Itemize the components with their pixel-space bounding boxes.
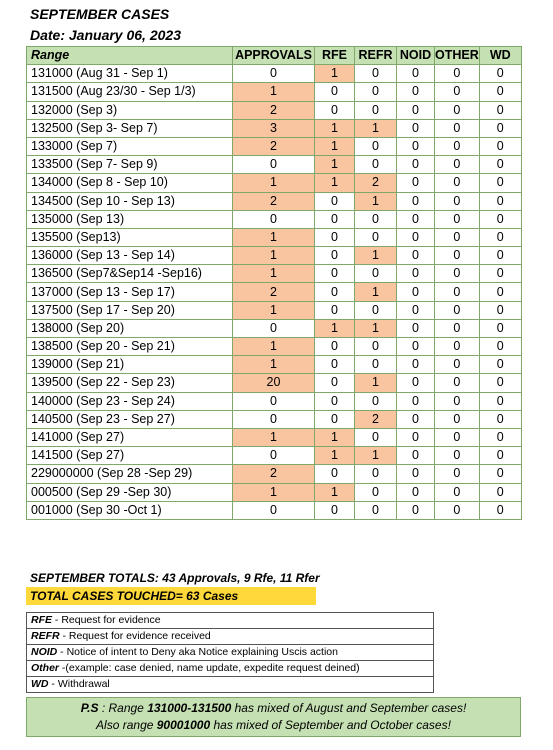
legend-cell — [27, 677, 434, 693]
cell-noid: 0 — [397, 283, 435, 301]
cell-other: 0 — [435, 265, 480, 283]
cell-other: 0 — [435, 283, 480, 301]
cell-refr: 0 — [355, 465, 397, 483]
ps-text: Also range — [96, 718, 157, 732]
cell-rfe: 0 — [315, 374, 355, 392]
ps-text: has mixed of August and September cases! — [231, 701, 467, 715]
cell-range: 132000 (Sep 3) — [27, 101, 233, 119]
ps-note — [26, 697, 521, 737]
cell-other: 0 — [435, 301, 480, 319]
cell-noid: 0 — [397, 447, 435, 465]
ps-text: : Range — [98, 701, 148, 715]
cell-rfe: 0 — [315, 83, 355, 101]
cell-noid: 0 — [397, 392, 435, 410]
table-row — [27, 137, 522, 155]
cell-wd: 0 — [479, 319, 521, 337]
cell-wd: 0 — [479, 338, 521, 356]
cell-refr: 0 — [355, 228, 397, 246]
cell-noid: 0 — [397, 501, 435, 519]
column-header-refr: REFR — [355, 47, 397, 65]
cell-other: 0 — [435, 356, 480, 374]
cell-range: 141500 (Sep 27) — [27, 447, 233, 465]
legend-text: - Request for evidence received — [59, 630, 211, 642]
cell-refr: 0 — [355, 483, 397, 501]
table-row — [27, 65, 522, 83]
cell-rfe: 1 — [315, 119, 355, 137]
cell-wd: 0 — [479, 247, 521, 265]
cell-approvals: 1 — [233, 83, 315, 101]
legend-abbr: WD — [31, 678, 49, 690]
cell-wd: 0 — [479, 301, 521, 319]
cell-rfe: 0 — [315, 283, 355, 301]
cell-range: 133000 (Sep 7) — [27, 137, 233, 155]
legend-abbr: REFR — [31, 630, 60, 642]
legend-abbr: RFE — [31, 614, 52, 626]
cell-range: 132500 (Sep 3- Sep 7) — [27, 119, 233, 137]
cell-range: 138500 (Sep 20 - Sep 21) — [27, 338, 233, 356]
column-header-wd: WD — [479, 47, 521, 65]
table-row — [27, 174, 522, 192]
cell-noid: 0 — [397, 301, 435, 319]
cell-wd: 0 — [479, 101, 521, 119]
cell-noid: 0 — [397, 101, 435, 119]
ps-label: P.S — [80, 701, 99, 715]
cell-wd: 0 — [479, 410, 521, 428]
cell-other: 0 — [435, 192, 480, 210]
cell-approvals: 1 — [233, 301, 315, 319]
legend-row — [27, 613, 434, 629]
cell-refr: 0 — [355, 137, 397, 155]
column-header-approvals: APPROVALS — [233, 47, 315, 65]
cell-approvals: 1 — [233, 338, 315, 356]
table-row — [27, 210, 522, 228]
table-row — [27, 119, 522, 137]
legend-text: - Withdrawal — [48, 678, 110, 690]
cell-refr: 0 — [355, 338, 397, 356]
cell-range: 140500 (Sep 23 - Sep 27) — [27, 410, 233, 428]
cell-refr: 0 — [355, 301, 397, 319]
cell-wd: 0 — [479, 228, 521, 246]
cell-wd: 0 — [479, 428, 521, 446]
cell-wd: 0 — [479, 156, 521, 174]
table-row — [27, 301, 522, 319]
cell-rfe: 1 — [315, 174, 355, 192]
cell-approvals: 0 — [233, 319, 315, 337]
legend-cell — [27, 661, 434, 677]
cell-refr: 1 — [355, 247, 397, 265]
cell-noid: 0 — [397, 247, 435, 265]
cell-range: 139000 (Sep 21) — [27, 356, 233, 374]
cell-refr: 2 — [355, 410, 397, 428]
legend-cell — [27, 645, 434, 661]
cell-refr: 0 — [355, 65, 397, 83]
cell-refr: 0 — [355, 210, 397, 228]
cell-other: 0 — [435, 501, 480, 519]
cell-other: 0 — [435, 483, 480, 501]
legend-text: - Request for evidence — [52, 614, 161, 626]
table-body — [27, 65, 522, 520]
cell-approvals: 1 — [233, 265, 315, 283]
table-row — [27, 83, 522, 101]
cell-range: 140000 (Sep 23 - Sep 24) — [27, 392, 233, 410]
cell-range: 139500 (Sep 22 - Sep 23) — [27, 374, 233, 392]
cell-noid: 0 — [397, 374, 435, 392]
cell-other: 0 — [435, 65, 480, 83]
cell-rfe: 0 — [315, 465, 355, 483]
cell-other: 0 — [435, 137, 480, 155]
cell-rfe: 0 — [315, 501, 355, 519]
cell-wd: 0 — [479, 210, 521, 228]
table-row — [27, 101, 522, 119]
cell-rfe: 0 — [315, 210, 355, 228]
cell-range: 001000 (Sep 30 -Oct 1) — [27, 501, 233, 519]
legend-table — [26, 612, 434, 693]
cell-wd: 0 — [479, 137, 521, 155]
cell-other: 0 — [435, 319, 480, 337]
legend-text: -(example: case denied, name update, expedite request deined) — [59, 662, 360, 674]
cell-other: 0 — [435, 101, 480, 119]
cell-refr: 0 — [355, 356, 397, 374]
ps-range-2: 90001000 — [156, 718, 211, 732]
cell-noid: 0 — [397, 483, 435, 501]
cell-approvals: 2 — [233, 465, 315, 483]
cell-wd: 0 — [479, 192, 521, 210]
legend-row — [27, 629, 434, 645]
cell-rfe: 0 — [315, 301, 355, 319]
cell-rfe: 0 — [315, 247, 355, 265]
september-totals: SEPTEMBER TOTALS: 43 Approvals, 9 Rfe, 11 Rfer — [30, 571, 320, 585]
cell-range: 131000 (Aug 31 - Sep 1) — [27, 65, 233, 83]
cell-range: 136000 (Sep 13 - Sep 14) — [27, 247, 233, 265]
cell-approvals: 20 — [233, 374, 315, 392]
cell-range: 135000 (Sep 13) — [27, 210, 233, 228]
cell-rfe: 0 — [315, 265, 355, 283]
cell-range: 134500 (Sep 10 - Sep 13) — [27, 192, 233, 210]
cell-rfe: 1 — [315, 319, 355, 337]
cell-other: 0 — [435, 247, 480, 265]
cell-range: 137500 (Sep 17 - Sep 20) — [27, 301, 233, 319]
cell-approvals: 1 — [233, 228, 315, 246]
cell-noid: 0 — [397, 465, 435, 483]
cell-approvals: 2 — [233, 192, 315, 210]
column-header-rfe: RFE — [315, 47, 355, 65]
cell-other: 0 — [435, 392, 480, 410]
cell-refr: 0 — [355, 428, 397, 446]
cell-refr: 0 — [355, 501, 397, 519]
table-row — [27, 356, 522, 374]
column-header-noid: NOID — [397, 47, 435, 65]
cell-range: 000500 (Sep 29 -Sep 30) — [27, 483, 233, 501]
cell-approvals: 1 — [233, 356, 315, 374]
cell-other: 0 — [435, 338, 480, 356]
legend-cell — [27, 629, 434, 645]
cell-refr: 0 — [355, 156, 397, 174]
table-row — [27, 283, 522, 301]
table-row — [27, 192, 522, 210]
cell-range: 134000 (Sep 8 - Sep 10) — [27, 174, 233, 192]
cell-approvals: 1 — [233, 428, 315, 446]
ps-range-1: 131000-131500 — [147, 701, 232, 715]
table-row — [27, 392, 522, 410]
cell-approvals: 0 — [233, 392, 315, 410]
cell-noid: 0 — [397, 83, 435, 101]
cell-refr: 0 — [355, 392, 397, 410]
cell-wd: 0 — [479, 265, 521, 283]
cell-range: 141000 (Sep 27) — [27, 428, 233, 446]
cell-rfe: 1 — [315, 65, 355, 83]
legend-cell — [27, 613, 434, 629]
cell-noid: 0 — [397, 174, 435, 192]
cell-wd: 0 — [479, 501, 521, 519]
cell-rfe: 0 — [315, 356, 355, 374]
cell-noid: 0 — [397, 265, 435, 283]
table-row — [27, 428, 522, 446]
cell-noid: 0 — [397, 119, 435, 137]
ps-line-2 — [27, 717, 520, 734]
cell-other: 0 — [435, 119, 480, 137]
cell-wd: 0 — [479, 374, 521, 392]
total-cases-touched: TOTAL CASES TOUCHED= 63 Cases — [26, 587, 316, 605]
table-row — [27, 374, 522, 392]
cell-noid: 0 — [397, 428, 435, 446]
cell-refr: 1 — [355, 319, 397, 337]
cell-approvals: 2 — [233, 283, 315, 301]
cell-wd: 0 — [479, 174, 521, 192]
table-row — [27, 410, 522, 428]
cell-noid: 0 — [397, 156, 435, 174]
cell-noid: 0 — [397, 137, 435, 155]
cell-refr: 1 — [355, 447, 397, 465]
cell-refr: 0 — [355, 83, 397, 101]
cell-rfe: 0 — [315, 392, 355, 410]
cell-noid: 0 — [397, 210, 435, 228]
cell-approvals: 2 — [233, 137, 315, 155]
page-title: SEPTEMBER CASES — [30, 6, 170, 22]
cell-wd: 0 — [479, 119, 521, 137]
cell-approvals: 0 — [233, 156, 315, 174]
cell-wd: 0 — [479, 356, 521, 374]
cell-range: 138000 (Sep 20) — [27, 319, 233, 337]
cell-rfe: 0 — [315, 192, 355, 210]
cell-approvals: 3 — [233, 119, 315, 137]
cell-other: 0 — [435, 410, 480, 428]
cell-approvals: 0 — [233, 65, 315, 83]
table-row — [27, 483, 522, 501]
cell-wd: 0 — [479, 83, 521, 101]
table-row — [27, 338, 522, 356]
cell-other: 0 — [435, 374, 480, 392]
cell-range: 229000000 (Sep 28 -Sep 29) — [27, 465, 233, 483]
cell-approvals: 0 — [233, 447, 315, 465]
cell-wd: 0 — [479, 465, 521, 483]
ps-line-1 — [27, 700, 520, 717]
cell-range: 131500 (Aug 23/30 - Sep 1/3) — [27, 83, 233, 101]
cell-rfe: 1 — [315, 156, 355, 174]
table-row — [27, 319, 522, 337]
cell-other: 0 — [435, 447, 480, 465]
table-row — [27, 247, 522, 265]
legend-row — [27, 661, 434, 677]
cell-approvals: 2 — [233, 101, 315, 119]
cell-refr: 0 — [355, 101, 397, 119]
cell-range: 133500 (Sep 7- Sep 9) — [27, 156, 233, 174]
cell-rfe: 1 — [315, 447, 355, 465]
cell-approvals: 0 — [233, 501, 315, 519]
cell-wd: 0 — [479, 65, 521, 83]
cell-rfe: 0 — [315, 338, 355, 356]
cell-rfe: 1 — [315, 428, 355, 446]
cell-noid: 0 — [397, 338, 435, 356]
cases-table — [26, 46, 522, 520]
cell-other: 0 — [435, 465, 480, 483]
table-row — [27, 265, 522, 283]
ps-text: has mixed of September and October cases! — [210, 718, 451, 732]
table-row — [27, 228, 522, 246]
cell-rfe: 1 — [315, 483, 355, 501]
cell-noid: 0 — [397, 65, 435, 83]
cell-refr: 1 — [355, 192, 397, 210]
cell-refr: 1 — [355, 283, 397, 301]
cell-rfe: 0 — [315, 101, 355, 119]
cell-wd: 0 — [479, 447, 521, 465]
cell-refr: 2 — [355, 174, 397, 192]
cell-other: 0 — [435, 210, 480, 228]
cell-other: 0 — [435, 174, 480, 192]
cell-approvals: 0 — [233, 410, 315, 428]
table-row — [27, 447, 522, 465]
table-row — [27, 465, 522, 483]
cell-range: 137000 (Sep 13 - Sep 17) — [27, 283, 233, 301]
cell-wd: 0 — [479, 283, 521, 301]
cell-other: 0 — [435, 428, 480, 446]
cell-noid: 0 — [397, 228, 435, 246]
cell-rfe: 0 — [315, 228, 355, 246]
cell-approvals: 1 — [233, 174, 315, 192]
column-header-other: OTHER — [435, 47, 480, 65]
cell-range: 135500 (Sep13) — [27, 228, 233, 246]
cell-rfe: 0 — [315, 410, 355, 428]
legend-row — [27, 677, 434, 693]
cell-noid: 0 — [397, 410, 435, 428]
legend-abbr: Other — [31, 662, 60, 674]
cell-other: 0 — [435, 228, 480, 246]
legend-row — [27, 645, 434, 661]
cell-wd: 0 — [479, 392, 521, 410]
report-date: Date: January 06, 2023 — [30, 27, 181, 43]
legend-body — [27, 613, 434, 693]
legend-abbr: NOID — [31, 646, 58, 658]
cell-range: 136500 (Sep7&Sep14 -Sep16) — [27, 265, 233, 283]
legend-text: - Notice of intent to Deny aka Notice explaining Uscis action — [57, 646, 338, 658]
cell-approvals: 1 — [233, 247, 315, 265]
cell-noid: 0 — [397, 192, 435, 210]
cell-refr: 1 — [355, 374, 397, 392]
cell-approvals: 1 — [233, 483, 315, 501]
table-header-row — [27, 47, 522, 65]
cell-other: 0 — [435, 156, 480, 174]
cell-refr: 0 — [355, 265, 397, 283]
cell-noid: 0 — [397, 356, 435, 374]
cell-refr: 1 — [355, 119, 397, 137]
cell-wd: 0 — [479, 483, 521, 501]
table-row — [27, 156, 522, 174]
cell-other: 0 — [435, 83, 480, 101]
table-row — [27, 501, 522, 519]
column-header-range: Range — [27, 47, 233, 65]
cell-approvals: 0 — [233, 210, 315, 228]
cell-rfe: 1 — [315, 137, 355, 155]
cell-noid: 0 — [397, 319, 435, 337]
